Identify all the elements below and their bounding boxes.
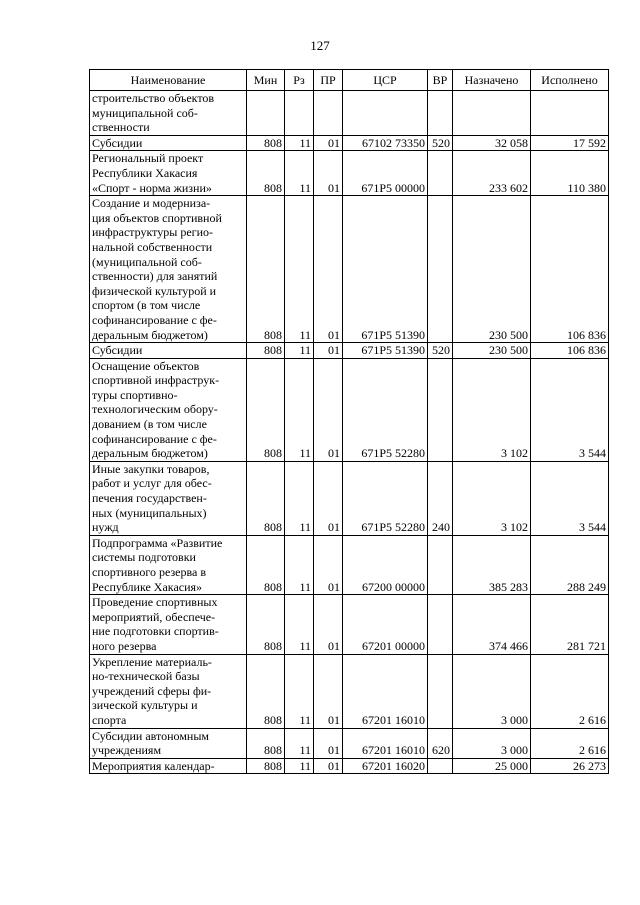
- cell-rz: 11: [285, 151, 314, 196]
- table-row: [90, 91, 609, 136]
- cell-name: Региональный проект Республики Хакасия «Спорт - норма жизни»: [90, 151, 247, 196]
- table-body: [90, 91, 609, 774]
- cell-pr: 01: [314, 728, 343, 758]
- cell-vr: 240: [428, 461, 453, 535]
- cell-rz: 11: [285, 358, 314, 461]
- cell-vr: 520: [428, 343, 453, 359]
- table-row: [90, 151, 609, 196]
- cell-executed: [531, 91, 609, 136]
- cell-executed: 3 544: [531, 461, 609, 535]
- cell-rz: 11: [285, 758, 314, 774]
- cell-executed: 2 616: [531, 654, 609, 728]
- cell-min: [247, 91, 285, 136]
- cell-pr: 01: [314, 595, 343, 654]
- cell-assigned: 3 000: [453, 654, 531, 728]
- cell-executed: 281 721: [531, 595, 609, 654]
- cell-name: Субсидии автономным учреждениям: [90, 728, 247, 758]
- cell-rz: 11: [285, 343, 314, 359]
- cell-name: Проведение спортивных мероприятий, обеспече- ние подготовки спортив- ного резерва: [90, 595, 247, 654]
- table-row: [90, 728, 609, 758]
- cell-min: 808: [247, 461, 285, 535]
- cell-pr: [314, 91, 343, 136]
- cell-vr: [428, 91, 453, 136]
- column-header-name: Наименование: [90, 70, 247, 91]
- cell-name: Субсидии: [90, 343, 247, 359]
- cell-rz: 11: [285, 461, 314, 535]
- cell-assigned: 3 102: [453, 461, 531, 535]
- cell-executed: 288 249: [531, 535, 609, 594]
- cell-vr: [428, 758, 453, 774]
- cell-vr: [428, 358, 453, 461]
- cell-assigned: 230 500: [453, 343, 531, 359]
- cell-csr: 67201 00000: [343, 595, 428, 654]
- cell-assigned: 230 500: [453, 196, 531, 343]
- cell-csr: 671Р5 51390: [343, 343, 428, 359]
- cell-min: 808: [247, 595, 285, 654]
- cell-csr: 67102 73350: [343, 135, 428, 151]
- cell-vr: 620: [428, 728, 453, 758]
- cell-name: Оснащение объектов спортивной инфраструк- туры спортивно- технологическим обору- дованием (в том числе софинансирование с фе- деральным бюджетом): [90, 358, 247, 461]
- cell-min: 808: [247, 151, 285, 196]
- cell-name: Укрепление материаль- но-технической базы учреждений сферы фи- зической культуры и спорта: [90, 654, 247, 728]
- column-header-csr: ЦСР: [343, 70, 428, 91]
- cell-pr: 01: [314, 758, 343, 774]
- cell-assigned: 32 058: [453, 135, 531, 151]
- cell-vr: [428, 151, 453, 196]
- cell-min: 808: [247, 343, 285, 359]
- cell-csr: 671Р5 52280: [343, 461, 428, 535]
- table-row: [90, 595, 609, 654]
- cell-executed: 26 273: [531, 758, 609, 774]
- cell-assigned: 233 602: [453, 151, 531, 196]
- cell-executed: 110 380: [531, 151, 609, 196]
- table-row: [90, 758, 609, 774]
- cell-name: Субсидии: [90, 135, 247, 151]
- table-row: [90, 196, 609, 343]
- table-row: [90, 654, 609, 728]
- page-number: 127: [310, 38, 330, 53]
- cell-executed: 17 592: [531, 135, 609, 151]
- cell-csr: 671Р5 00000: [343, 151, 428, 196]
- cell-executed: 2 616: [531, 728, 609, 758]
- budget-table: [89, 69, 609, 774]
- cell-pr: 01: [314, 358, 343, 461]
- cell-name: Подпрограмма «Развитие системы подготовки спортивного резерва в Республике Хакасия»: [90, 535, 247, 594]
- cell-pr: 01: [314, 135, 343, 151]
- cell-assigned: 374 466: [453, 595, 531, 654]
- cell-vr: [428, 535, 453, 594]
- cell-assigned: 25 000: [453, 758, 531, 774]
- cell-csr: 671Р5 52280: [343, 358, 428, 461]
- table-row: [90, 343, 609, 359]
- column-header-vr: ВР: [428, 70, 453, 91]
- cell-rz: 11: [285, 728, 314, 758]
- cell-assigned: 385 283: [453, 535, 531, 594]
- table-row: [90, 135, 609, 151]
- table-row: [90, 461, 609, 535]
- cell-min: 808: [247, 758, 285, 774]
- cell-name: Иные закупки товаров, работ и услуг для обес- печения государствен- ных (муниципальных) нужд: [90, 461, 247, 535]
- cell-name: Мероприятия календар-: [90, 758, 247, 774]
- cell-pr: 01: [314, 654, 343, 728]
- cell-rz: 11: [285, 135, 314, 151]
- cell-vr: [428, 595, 453, 654]
- cell-vr: 520: [428, 135, 453, 151]
- cell-csr: 67201 16010: [343, 654, 428, 728]
- cell-rz: [285, 91, 314, 136]
- cell-executed: 106 836: [531, 343, 609, 359]
- cell-rz: 11: [285, 654, 314, 728]
- cell-pr: 01: [314, 151, 343, 196]
- cell-rz: 11: [285, 535, 314, 594]
- cell-pr: 01: [314, 461, 343, 535]
- cell-vr: [428, 196, 453, 343]
- cell-executed: 106 836: [531, 196, 609, 343]
- cell-min: 808: [247, 535, 285, 594]
- cell-name: Создание и модерниза- ция объектов спортивной инфраструктуры регио- нальной собственности (муниципальной соб- ственности) для занятий физической культурой и спортом (в том числе софинансирование с фе- деральным бюджетом): [90, 196, 247, 343]
- table-row: [90, 535, 609, 594]
- column-header-min: Мин: [247, 70, 285, 91]
- cell-assigned: [453, 91, 531, 136]
- cell-min: 808: [247, 135, 285, 151]
- column-header-pr: ПР: [314, 70, 343, 91]
- cell-min: 808: [247, 728, 285, 758]
- cell-csr: 67201 16020: [343, 758, 428, 774]
- cell-rz: 11: [285, 196, 314, 343]
- cell-csr: 67200 00000: [343, 535, 428, 594]
- cell-rz: 11: [285, 595, 314, 654]
- cell-min: 808: [247, 196, 285, 343]
- table-row: [90, 358, 609, 461]
- cell-assigned: 3 000: [453, 728, 531, 758]
- cell-min: 808: [247, 358, 285, 461]
- cell-name: строительство объектов муниципальной соб- ственности: [90, 91, 247, 136]
- cell-csr: 671Р5 51390: [343, 196, 428, 343]
- cell-csr: 67201 16010: [343, 728, 428, 758]
- cell-executed: 3 544: [531, 358, 609, 461]
- cell-csr: [343, 91, 428, 136]
- cell-assigned: 3 102: [453, 358, 531, 461]
- column-header-assigned: Назначено: [453, 70, 531, 91]
- header-row: [90, 70, 609, 91]
- cell-pr: 01: [314, 343, 343, 359]
- cell-pr: 01: [314, 196, 343, 343]
- cell-pr: 01: [314, 535, 343, 594]
- cell-min: 808: [247, 654, 285, 728]
- column-header-rz: Рз: [285, 70, 314, 91]
- cell-vr: [428, 654, 453, 728]
- column-header-executed: Исполнено: [531, 70, 609, 91]
